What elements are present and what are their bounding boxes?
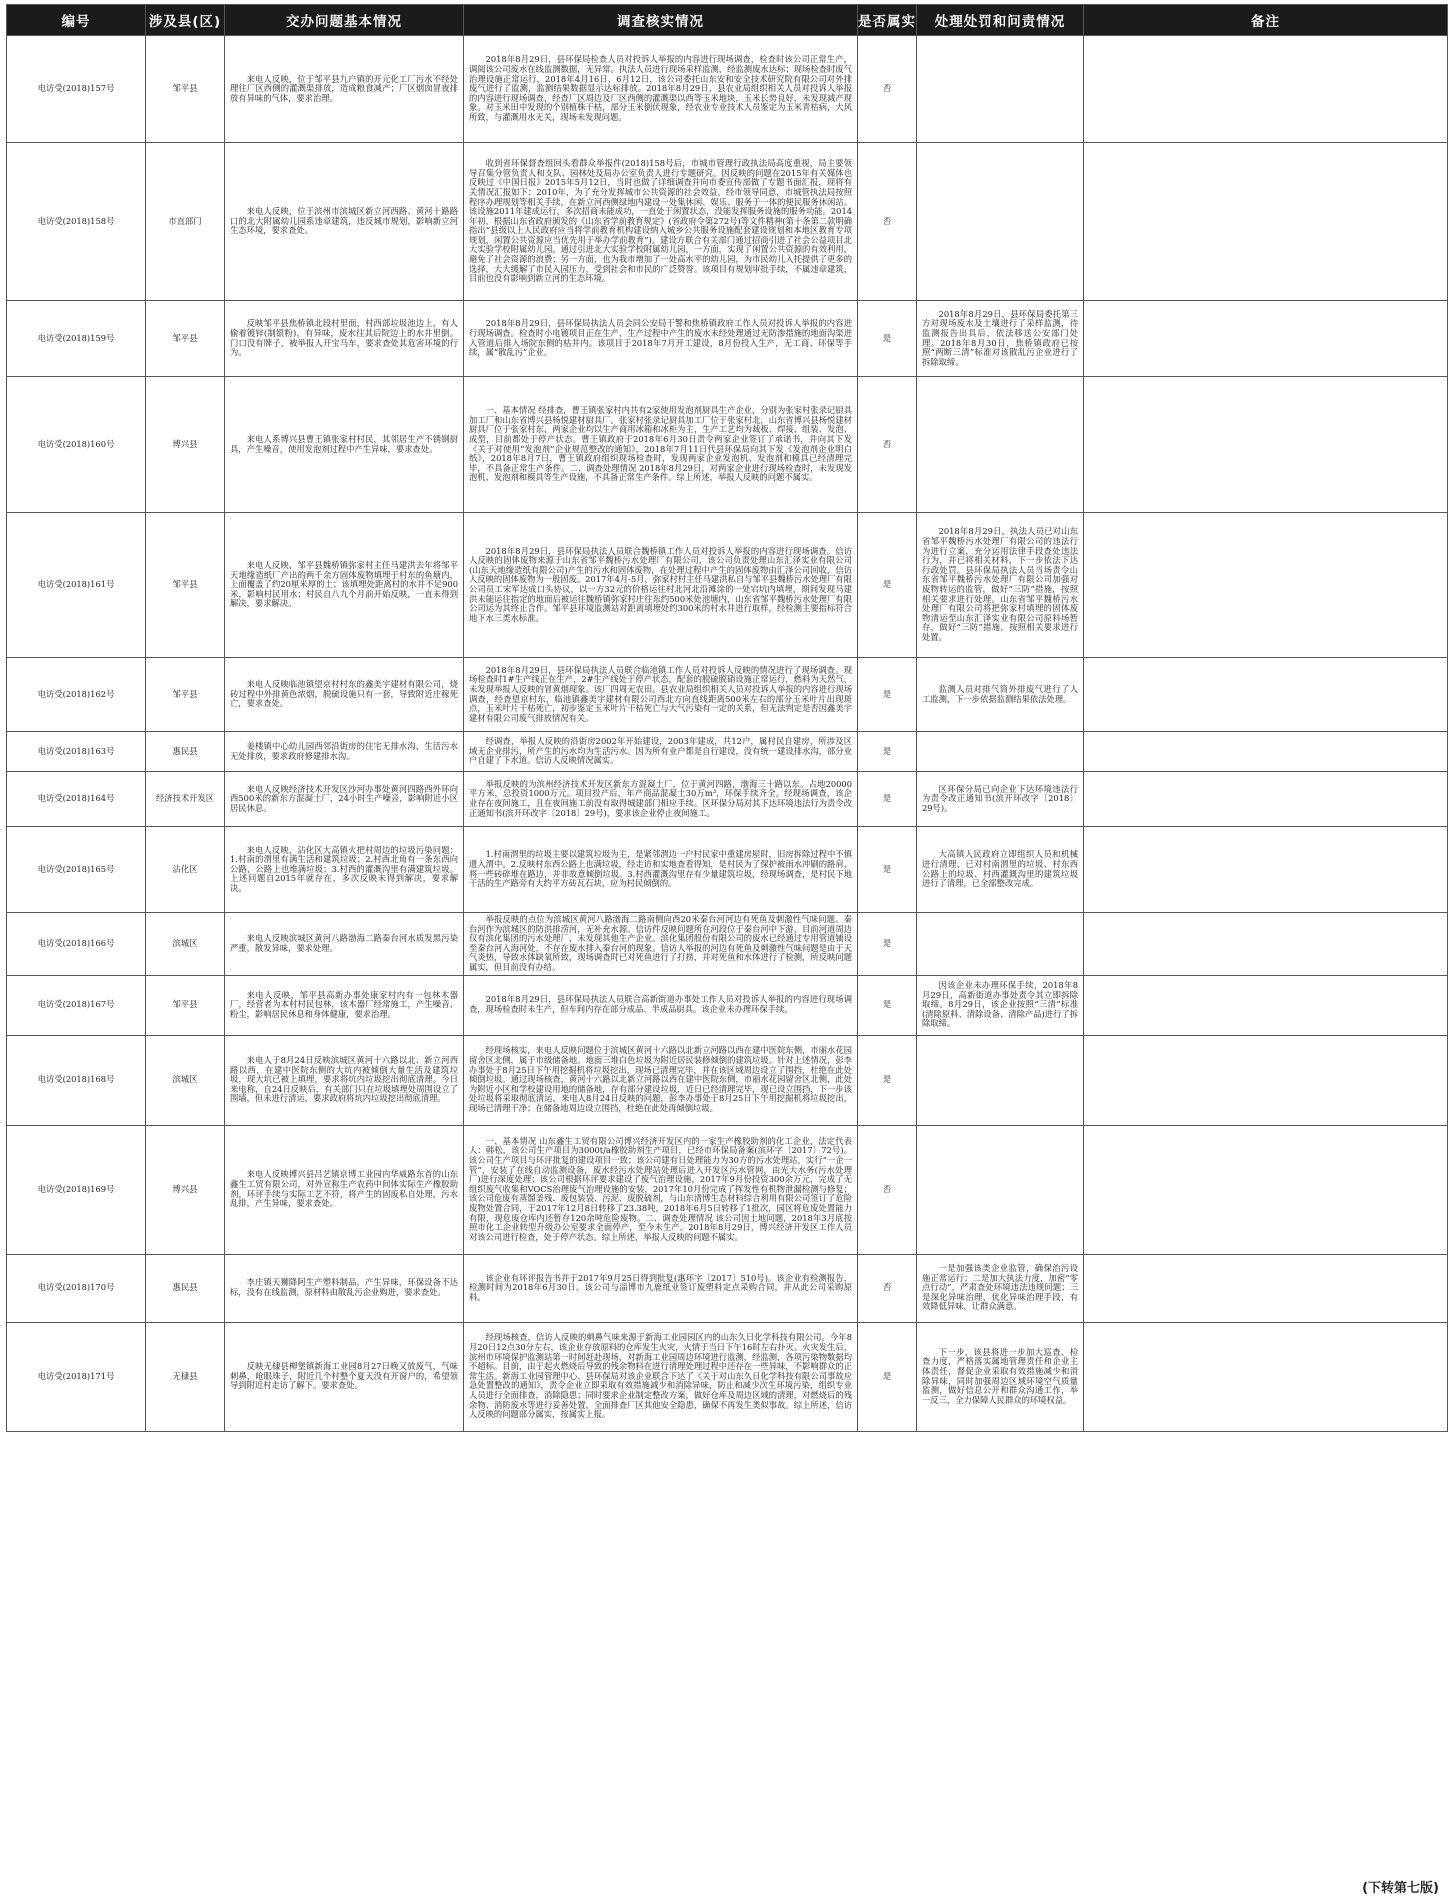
cell-id: 电访受(2018)163号 xyxy=(7,732,146,772)
cell-county: 邹平县 xyxy=(146,658,225,732)
cell-handling: 区环保分局已向企业下达环境违法行为责令改正通知书(滨开环改字〔2018〕29号)。 xyxy=(917,772,1084,827)
table-row xyxy=(7,513,1448,658)
header-note: 备注 xyxy=(1084,5,1448,36)
cell-id: 电访受(2018)160号 xyxy=(7,377,146,513)
table-row xyxy=(7,301,1448,377)
table-row xyxy=(7,772,1448,827)
cell-handling xyxy=(917,1125,1084,1254)
cell-id: 电访受(2018)161号 xyxy=(7,513,146,658)
table-row xyxy=(7,913,1448,976)
cell-is-true: 是 xyxy=(858,513,917,658)
cell-issue: 来电人反映，位于邹平县九户镇的开元化工厂污水不经处理往厂区西侧的灌溉渠排放，造成粮食减产；厂区烟囱冒夜排放有异味的气体，要求治理。 xyxy=(225,36,464,143)
table-row xyxy=(7,1035,1448,1125)
cell-issue: 来电人反映，邹平县魏桥镇弥家村主任马建洪去年将邹平天地缘造纸厂产出的两千余方固体废物填埋于村东的鱼塘内，上面覆盖了约20厘米厚的土；该填埋处距离村的水井不足900米，影响村民用水；村民自八九个月前开始反映，一直未得到解决，要求解决。 xyxy=(225,513,464,658)
header-row xyxy=(7,5,1448,36)
cell-is-true: 是 xyxy=(858,732,917,772)
cell-investigation: 1.村南渭里的垃圾主要以建筑垃圾为主，是紧邻渭边一户村民家中重建房屋时，旧房拆除过程中不慎遗入渭中。2.反映村东西公路上也满垃圾，经走访和实地查看得知，是村民为了保护被雨水冲刷的路肩，将一些砖碎堆在路边，并非故意倾倒垃圾。3.村西灌溉沟里存有少量建筑垃圾，经现场调查，是村民下地干活的生产路旁有大约平方砖瓦石块，应为村民倾倒的。 xyxy=(464,827,858,913)
cell-county: 市直部门 xyxy=(146,143,225,301)
cell-is-true: 否 xyxy=(858,1254,917,1322)
cell-id: 电访受(2018)162号 xyxy=(7,658,146,732)
cell-investigation: 2018年8月29日，县环保局检查人员对投诉人举报的内容进行现场调查，检查时该公司正常生产，调阅该公司废水在线监测数据，无异常。执法人员进行现场采样监测，经监测废水达标；现场检查时废气治理设施正常运行，2018年4月16日、6月12日，该公司委托山东安和安全技术研究院有限公司对外排废气进行了监测，监测结果数据显示达标排放。2018年8月29日，县农业局组织相关人员对投诉人举报的内容进行现场调查，经查厂区周边及厂区西侧的灌溉渠以西等玉米地块，玉米长势良好，未发现减产现象。对玉米田中发现的个别植株干枯，部分玉米倒伏现象，经农业专业技术人员鉴定为玉米青枯病，大风所致，与灌溉用水无关，现场未发现问题。 xyxy=(464,36,858,143)
cell-note xyxy=(1084,301,1448,377)
cell-handling xyxy=(917,1035,1084,1125)
cell-county: 博兴县 xyxy=(146,1125,225,1254)
cell-county: 无棣县 xyxy=(146,1322,225,1431)
cell-note xyxy=(1084,975,1448,1035)
table-row xyxy=(7,1322,1448,1431)
cell-note xyxy=(1084,1322,1448,1431)
cell-investigation: 收到省环保督查组回头看群众举报件(2018)158号后，市城市管理行政执法局高度重视，局主要领导召集分管负责人和支队、园林处及局办公室负责人进行专题研究。因反映的问题在2015年有关媒体也反映过《中国日报》2015年5月12日，当时也做了详细调查并向市委宣传部做了专题书面汇报，现将有关情况汇报如下：2010年，为了充分发挥城市公共资源的社会效益，经市领导同意，市城管执法局按照程序办理规划等相关手续，在新立河西侧绿地内建设一处集休闲、娱乐、服务于一体的便民服务休闲站。该设施2011年建成运行，多次招商未能成功，一直处于闲置状态，没能发挥服务设施的服务功能。2014年初，根据山东省政府颁发的《山东省学前教育规定》(省政府令第272号)等文件精神(第十条第二款明确指出“县级以上人民政府应当将学前教育机构建设纳入城乡公共服务设施配套建设规划和本地区教育专项规划，闲置公共资源应当优先用于举办学前教育”)。建设方联合有关部门通过招商引进了社会公益项目北大实验学校附属幼儿园。通过引进北大实验学校附属幼儿园，一方面，实现了闲置公共资源的有效利用，避免了社会资源的浪费；另一方面，也为我市增加了一处高水平的幼儿园，为市民幼儿入托提供了更多的选择，大大缓解了市民入园压力，受到社会和市民的广泛赞誉。该项目有规划审批手续，不属违章建筑，目前也没有影响到新立河的生态环境。 xyxy=(464,143,858,301)
cell-issue: 反映无棣县柳堡镇新海工业园8月27日晚又放废气，气味刺鼻，呛眼珠子，附近几个村整个夏天没有开窗户的，希望领导到附近村走访了解下。要求查处。 xyxy=(225,1322,464,1431)
table-row xyxy=(7,975,1448,1035)
cell-issue: 李庄镇天狮降阿生产塑料制品，产生异味，环保设备不达标，没有在线监测，原材料由散乱污企业购进，要求查处。 xyxy=(225,1254,464,1322)
cell-is-true: 是 xyxy=(858,301,917,377)
cell-county: 博兴县 xyxy=(146,377,225,513)
cell-county: 惠民县 xyxy=(146,732,225,772)
cell-note xyxy=(1084,658,1448,732)
table-row xyxy=(7,1125,1448,1254)
cell-is-true: 是 xyxy=(858,772,917,827)
cell-note xyxy=(1084,143,1448,301)
cell-note xyxy=(1084,732,1448,772)
cell-county: 经济技术开发区 xyxy=(146,772,225,827)
cell-investigation: 2018年8月29日，县环保局执法人员会同公安局干警和焦桥镇政府工作人员对投诉人举报的内容进行现场调查。检查时小电镀项目正在生产，生产过程中产生的废水未经处理通过无防渗措施的地面沟渠进入管道后排入场院东侧的枯井内。该项目于2018年7月开工建设，8月份投入生产，无工商、环保等手续，属“散乱污”企业。 xyxy=(464,301,858,377)
table-row xyxy=(7,732,1448,772)
cell-handling: 下一步，该县将进一步加大巡查、检查力度，严格落实属地管理责任和企业主体责任，督促企业采取有效措施减少和消除异味，同时加强周边区域环境空气质量监测，做好信息公开和群众沟通工作，举一反三，全力保障人民群众的环境权益。 xyxy=(917,1322,1084,1431)
cell-investigation: 一、基本情况 经排查，曹王镇张家村内共有2家使用发泡剂厨具生产企业，分别为张家村张录记厨具加工厂和山东省博兴县杨悦建材厨具厂。张家村张录记厨具加工厂位于张家村北，山东省博兴县杨悦建材厨具厂位于张家村东，两家企业均以生产商用冰箱和冰柜为主，生产工艺均为裁板、焊接、组装、发泡、成型，目前都处于停产状态。曹王镇政府于2018年6月30日责令两家企业签订了承诺书，并向其下发《关于对使用“发泡剂”企业规范整改的通知》，2018年7月11日代县环保局向其下发《发泡剂企业明白纸》，2018年8月7日，曹王镇政府组织现场检查时，发现两家企业发泡机、发泡剂和模具已经清理完毕，不具备正常生产条件。二、调查处理情况 2018年8月29日，对两家企业进行现场检查时，未发现发泡机、发泡剂和模具等生产设施，不具备正常生产条件。综上所述，举报人反映的问题不属实。 xyxy=(464,377,858,513)
cell-issue: 来电人系博兴县曹王镇张家村村民，其邻居生产不锈钢厨具，产生噪音，使用发泡剂过程中产生异味，要求查处。 xyxy=(225,377,464,513)
cell-investigation: 2018年8月29日，县环保局执法人员联合魏桥镇工作人员对投诉人举报的内容进行现场调查。信访人反映的固体废物来源于山东省邹平魏桥污水处理厂有限公司，该公司负责处理山东汇泽实业有限公司(山东天地缘造纸有限公司)产生的污水和固体废物，在处理过程中产生的固体废物由汇泽公司回收，信访人反映的固体废物为一般固废。2017年4月-5月，弥家村村主任马建洪私自与邹平县魏桥污水处理厂有限公司员工宋军达成口头协议，以一方32元的价格运往村北河北沿滩涂的一处宕坑内填埋，期间发现马建洪未能运往指定的地面后被运往魏桥镇弥家村庄往东约500米处池塘内，山东省邹平魏桥污水处理厂有限公司运为其终止合作。邹平县环境监测站对距离填埋处约300米的村水井进行取样，经检测主要指标符合地下水三类水标准。 xyxy=(464,513,858,658)
table-row xyxy=(7,36,1448,143)
cell-issue: 来电人反映临池镇望京村村东的鑫美宇建材有限公司，烧砖过程中外排黄色浓烟，脱硫设施只有一套，导致附近庄稼死亡，要求查处。 xyxy=(225,658,464,732)
cell-id: 电访受(2018)169号 xyxy=(7,1125,146,1254)
header-id: 编号 xyxy=(7,5,146,36)
cell-is-true: 是 xyxy=(858,913,917,976)
cell-id: 电访受(2018)159号 xyxy=(7,301,146,377)
table-row xyxy=(7,827,1448,913)
cell-note xyxy=(1084,913,1448,976)
cell-county: 邹平县 xyxy=(146,975,225,1035)
cell-investigation: 举报反映的为滨州经济技术开发区新东方混凝土厂，位于黄河四路，渤海三十路以东。占地20000平方米，总投资1000万元。项目投产后，年产商品混凝土30万m³，环保手续齐全。经现场调查，该企业存在夜间施工，且在夜间施工前没有取得城建部门相应手续。区环保分局对其下达环境违法行为责令改正通知书(滨开环改字〔2018〕29号)，要求该企业停止夜间施工。 xyxy=(464,772,858,827)
cell-issue: 来电人反映，位于滨州市滨城区新立河西路、黄河十路路口的北大附属幼儿园系违章建筑，违反城市规划，影响新立河生态环境，要求查处。 xyxy=(225,143,464,301)
cell-issue: 姜楼镇中心幼儿园西邻沿街房的住宅无排水沟，生活污水无处排放，要求政府修建排水沟。 xyxy=(225,732,464,772)
cell-note xyxy=(1084,36,1448,143)
cell-note xyxy=(1084,827,1448,913)
cell-issue: 来电人反映经济技术开发区沙河办事处黄河四路西外环向西500米的新东方混凝土厂，24小时生产噪音，影响附近小区居民休息。 xyxy=(225,772,464,827)
cell-handling xyxy=(917,913,1084,976)
cell-handling: 一是加强该类企业监管，确保治污设施正常运行；二是加大执法力度，加密“零点行动”，严肃查处环境违法违规问题；三是深化异味治理，优化异味治理手段，有效降低异味，让群众满意。 xyxy=(917,1254,1084,1322)
cell-county: 邹平县 xyxy=(146,301,225,377)
cell-investigation: 2018年8月29日，县环保局执法人员联合高新街道办事处工作人员对投诉人举报的内容进行现场调查，现场检查时未生产，但车间内存在部分成品、半成品厨具。该企业未办理环保手续。 xyxy=(464,975,858,1035)
cell-investigation: 经现场核实，来电人反映问题位于滨城区黄河十六路以北新立河路以西在建中医院东侧，市丽水花园留舍区北侧，属于市级储备地。地面三堆白色垃圾为附近居民装修倾倒的建筑垃圾。针对上述情况，彭李办事处于8月25日下午用挖掘机将垃圾挖出，现场已清理完毕，并在该区域周边设立了围挡，杜绝在此处倾倒垃圾。通过现场核查，黄河十六路以北新立河路以西在建中医院东侧，市丽水花园留舍区北侧，此处为附近小区和学校建设用地的储备地，存有部分建设垃圾，近日已经清理完毕，现已设立围挡，下一步该处垃圾将采取彻底清运，来电人8月24日反映的问题，彭李办事处于8月25日下午用挖掘机将垃圾挖出，现场已清理干净；在储备地周边设立围挡，杜绝在此处再倾倒垃圾。 xyxy=(464,1035,858,1125)
cell-is-true: 是 xyxy=(858,658,917,732)
cell-note xyxy=(1084,1035,1448,1125)
cell-id: 电访受(2018)165号 xyxy=(7,827,146,913)
continued-note: (下转第七版) xyxy=(1362,1881,1439,1896)
cell-investigation: 该企业有环评报告书并于2017年9月25日得到批复(惠环字〔2017〕510号)。该企业有检测报告，检测时间为2018年6月30日。该公司与淄博市九鹿纸业签订废塑料定点采购合同，并从此公司采购原料。 xyxy=(464,1254,858,1322)
cell-handling: 2018年8月29日，县环保局委托第三方对现场废水及土壤进行了采样监测，待监测报告出具后，依法移送公安部门处理。2018年8月30日，焦桥镇政府已按照“两断三清”标准对该散乱污企业进行了拆除取缔。 xyxy=(917,301,1084,377)
cell-id: 电访受(2018)167号 xyxy=(7,975,146,1035)
cell-id: 电访受(2018)168号 xyxy=(7,1035,146,1125)
header-investigation: 调查核实情况 xyxy=(464,5,858,36)
cell-note xyxy=(1084,1254,1448,1322)
cell-county: 惠民县 xyxy=(146,1254,225,1322)
petition-table xyxy=(6,4,1448,1432)
cell-is-true: 是 xyxy=(858,827,917,913)
cell-id: 电访受(2018)166号 xyxy=(7,913,146,976)
cell-issue: 来电人反映博兴县吕艺镇京博工业园内华威路东首的山东鑫生工贸有限公司，对外宣称生产农药中间体实际生产橡胶助剂，环评手续与实际工艺不符，将产生的固废私自处理，污水乱排，产生异味，要求查处。 xyxy=(225,1125,464,1254)
cell-id: 电访受(2018)171号 xyxy=(7,1322,146,1431)
table-row xyxy=(7,377,1448,513)
cell-investigation: 2018年8月29日，县环保局执法人员联合临池镇工作人员对投诉人反映的情况进行了现场调查。现场检查时1#生产线正在生产，2#生产线处于停产状态，配套的脱硫脱硝设施正常运行，燃料为天然气，未发现举报人反映的冒黄烟现象。该厂四周无农田。县农业局组织相关人员对投诉人举报的内容进行现场调查，经查望京村东，临池镇鑫美宇建材有限公司西北方向直线距离500米左右的部分玉米叶片出现斑点，玉米叶片干枯死亡，初步鉴定玉米叶片干枯死亡与大气污染有一定的关系，但无法判定是否因鑫美宇建材有限公司废气排放情况有关。 xyxy=(464,658,858,732)
cell-county: 沾化区 xyxy=(146,827,225,913)
cell-is-true: 否 xyxy=(858,377,917,513)
cell-id: 电访受(2018)158号 xyxy=(7,143,146,301)
cell-handling xyxy=(917,36,1084,143)
cell-note xyxy=(1084,772,1448,827)
cell-handling: 监测人员对排气筒外排废气进行了人工监测，下一步依据监测结果依法处理。 xyxy=(917,658,1084,732)
cell-is-true: 是 xyxy=(858,975,917,1035)
cell-issue: 来电人反映，沾化区大高镇火把村周边的垃圾污染问题：1.村南的渭里有满生活和建筑垃圾；2.村西北角有一条东西向公路，公路上也堆满垃圾；3.村西的灌溉沟里有满建筑垃圾。上述问题自2015年就存在，多次反映未得到解决，要求解决。 xyxy=(225,827,464,913)
cell-id: 电访受(2018)157号 xyxy=(7,36,146,143)
cell-is-true: 否 xyxy=(858,36,917,143)
cell-handling xyxy=(917,377,1084,513)
cell-county: 滨城区 xyxy=(146,913,225,976)
table-body xyxy=(7,36,1448,1432)
cell-is-true: 是 xyxy=(858,1322,917,1431)
cell-is-true: 否 xyxy=(858,1125,917,1254)
cell-note xyxy=(1084,1125,1448,1254)
table-row xyxy=(7,658,1448,732)
cell-county: 滨城区 xyxy=(146,1035,225,1125)
table-row xyxy=(7,1254,1448,1322)
cell-issue: 反映邹平县焦桥镇北段村里面，村西部垃圾池边上，有人偷着镀锌(制银粉)，有异味，废水往其后院边上的水井里倒。门口没有牌子，被举报人开宝马车，要求查处其危害环境的行为。 xyxy=(225,301,464,377)
cell-investigation: 经调查，举报人反映的沿街房2002年开始建设，2003年建成，共12户，属村民自建房，所涉及区域无企业排污，所产生的污水均为生活污水。因为所有业户都是自行建设，没有统一建设排水沟，部分业户自建了下水道。信访人反映情况属实。 xyxy=(464,732,858,772)
cell-investigation: 经现场核查，信访人反映的刺鼻气味来源于新海工业园园区内的山东久日化学科技有限公司。今年8月20日12点30分左右，该企业存放原料的仓库发生火灾，火情于当日下午16时左右扑灭。火灾发生后，滨州市环境保护监测站第一时间赶赴现场，对新海工业园周边环境进行监测，经监测，各项污染物数据均不超标。目前，由于起火燃烧后导致的残余物料在进行清理处理过程中还存在一些异味，不影响群众的正常生活。新海工业园管理中心、县环保局对该企业联合下达了《关于对山东久日化学科技有限公司事故应急处置整改的通知》，责令企业立即采取有效措施减少和消除异味，防止和减少次生环境污染，组织专业人员进行全面排查，消除隐患；同时要求企业制定整改方案，做好仓库及周边区域的清理，对燃烧后的残余物、消防废水等进行妥善处置，全面排查厂区其他安全隐患，确保不再发生类似事故。综上所述，信访人反映的问题部分属实，按属实上报。 xyxy=(464,1322,858,1431)
cell-note xyxy=(1084,513,1448,658)
header-county: 涉及县(区) xyxy=(146,5,225,36)
cell-handling xyxy=(917,732,1084,772)
cell-handling: 大高镇人民政府立即组织人员和机械进行清理，已对村南渭里的垃圾、村东西公路上的垃圾、村西灌溉沟里的建筑垃圾进行了清理，已全部整改完成。 xyxy=(917,827,1084,913)
cell-county: 邹平县 xyxy=(146,36,225,143)
cell-issue: 来电人反映滨城区黄河八路渤海二路秦台河水质发黑污染严重，散发异味，要求处理。 xyxy=(225,913,464,976)
cell-is-true: 是 xyxy=(858,1035,917,1125)
cell-county: 邹平县 xyxy=(146,513,225,658)
cell-note xyxy=(1084,377,1448,513)
cell-issue: 来电人反映，邹平县高新办事处康家村内有一包林木器厂，经营者为本村村民包林，该木器厂经常施工，产生噪音、粉尘，影响居民休息和身体健康，要求治理。 xyxy=(225,975,464,1035)
cell-investigation: 举报反映的点位为滨城区黄河八路渤海二路南侧向西20米秦台河河边有死鱼及刺激性气味问题。秦台河作为滨城区的防洪排涝河，无补充水源。信访件反映问题所在河段位于秦台河中下游，目前河道周边仅有滨化集团的污水处理厂，未发现其他生产企业。滨化集团股份有限公司的废水已经通过专用管道铺设至秦台河入海河处，不存在废水排入秦台河的现象。信访人举报的河边有死鱼及刺激性气味问题是由于天气炎热，导致水体缺氧所致，现场调查时已对死鱼进行了打捞，并对死鱼和水体进行了检测，所反映问题属实，但目前没有办结。 xyxy=(464,913,858,976)
cell-id: 电访受(2018)164号 xyxy=(7,772,146,827)
cell-issue: 来电人于8月24日反映滨城区黄河十六路以北、新立河西路以西，在建中医院东侧的大坑内被倾倒大量生活及建筑垃圾，现大坑已被上填埋，要求将坑内垃圾挖出彻底清理。今日来电称，自24日反映后，有关部门只在垃圾填埋处周围设立了围墙，但未进行清运，要求政府将坑内垃圾挖出彻底清理。 xyxy=(225,1035,464,1125)
cell-investigation: 一、基本情况 山东鑫生工贸有限公司博兴经济开发区内的一家生产橡胶助剂的化工企业，法定代表人：韩松，该公司生产项目为3000t/a橡胶助剂生产项目，已经市环保局备案(滨环字〔2017〕72号)。该公司生产项目与环评批复的建设项目一致；该公司建有日处理能力为30方的污水处理站，实行“一企一管”，安装了在线自动监测设备，废水经污水处理站处理后进入开发区污水管网，由光大水务(污水处理厂)进行深度处理；该公司根据环评要求建设了废气治理设施，2017年9月份投资300余万元，完成了无组织废气收集和VOCS治理废气治理设施的安装，2017年10月份完成了挥发性有机物泄漏检测与修复；该公司危废有蒸馏釜残、废包装袋、污泥、废脱硫剂，与山东清博生态材料综合利用有限公司签订了危险废物处置合同，于2017年12月8日转移了23.38吨，2018年6月5日转移了1批次，园区将危废处置能力有限，现危废仓库内还暂存120余吨危险废物。二、调查处理情况 该公司因土地问题，2018年3月底按照市化工企业转型升级办公室要求全面停产，至今未生产。2018年8月29日，博兴经济开发区工作人员对该公司进行检查，处于停产状态。综上所述，举报人反映的问题不属实。 xyxy=(464,1125,858,1254)
header-issue: 交办问题基本情况 xyxy=(225,5,464,36)
cell-is-true: 否 xyxy=(858,143,917,301)
header-is-true: 是否属实 xyxy=(858,5,917,36)
cell-handling: 2018年8月29日，执法人员已对山东省邹平魏桥污水处理厂有限公司的违法行为进行立案，充分运用法律手段查处违法行为，并已将相关材料，下一步依法下达行政处罚。县环保局执法人员当场责令山东省邹平魏桥污水处理厂有限公司加强对废物转运的监管，做好“三防”措施，按照相关要求进行处理。山东省邹平魏桥污水处理厂有限公司将把弥家村填埋的固体废物清运至山东汇泽实业有限公司原料场暂存，做好“三防”措施，按照相关要求进行处置。 xyxy=(917,513,1084,658)
table-row xyxy=(7,143,1448,301)
cell-handling xyxy=(917,143,1084,301)
cell-id: 电访受(2018)170号 xyxy=(7,1254,146,1322)
header-handling: 处理处罚和问责情况 xyxy=(917,5,1084,36)
cell-handling: 因该企业未办理环保手续，2018年8月29日，高新街道办事处责令其立即拆除取缔。8月29日，该企业按照“三清”标准(清除原料、清除设备、清除产品)进行了拆除取缔。 xyxy=(917,975,1084,1035)
